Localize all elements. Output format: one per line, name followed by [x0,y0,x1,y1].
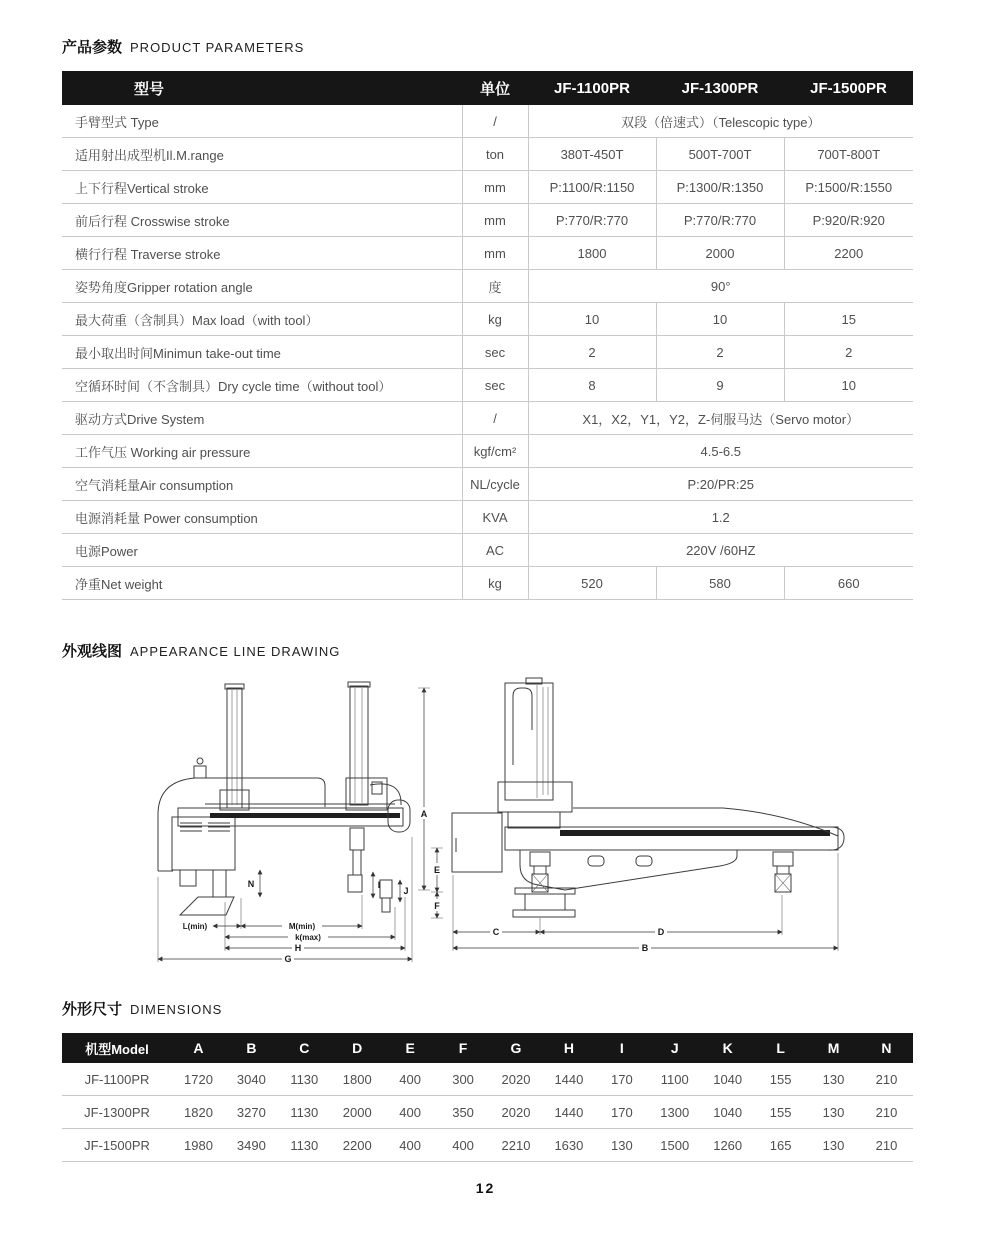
param-unit: mm [462,171,528,204]
param-value: P:920/R:920 [784,204,913,237]
param-value: 660 [784,567,913,600]
param-value: 580 [656,567,784,600]
param-value: 500T-700T [656,138,784,171]
dim-cell: 155 [754,1096,807,1129]
param-label: 最大荷重（含制具）Max load（with tool） [62,303,462,336]
dim-row-jf1100pr [62,1063,913,1096]
dim-label-kmax: k(max) [295,933,321,942]
param-label: 最小取出时间Minimun take-out time [62,336,462,369]
dim-col-b: B [225,1033,278,1063]
dim-col-l: L [754,1033,807,1063]
dim-cell: 210 [860,1063,913,1096]
dim-label-n: N [247,879,255,889]
param-unit: kgf/cm² [462,435,528,468]
param-value: 10 [528,303,656,336]
dim-cell: 1720 [172,1063,225,1096]
param-row-vertical-stroke [62,171,913,204]
dim-col-e: E [384,1033,437,1063]
param-row-type [62,105,913,138]
section-title-parameters [62,36,304,57]
dim-col-h: H [542,1033,595,1063]
dim-cell: 400 [384,1096,437,1129]
param-row-crosswise-stroke [62,204,913,237]
dim-cell: 130 [807,1063,860,1096]
param-label: 适用射出成型机Il.M.range [62,138,462,171]
dim-cell: 400 [437,1129,490,1162]
param-value: 2000 [656,237,784,270]
dim-col-i: I [595,1033,648,1063]
param-unit: KVA [462,501,528,534]
dim-col-d: D [331,1033,384,1063]
dim-row-jf1300pr [62,1096,913,1129]
param-value: 520 [528,567,656,600]
dim-cell: 130 [595,1129,648,1162]
dim-cell: 350 [437,1096,490,1129]
dim-label-h: H [294,943,302,953]
dim-cell: 130 [807,1129,860,1162]
param-unit: / [462,105,528,138]
dim-cell: 1630 [542,1129,595,1162]
param-row-im-range [62,138,913,171]
param-row-dry-cycle [62,369,913,402]
param-value-span: P:20/PR:25 [528,468,913,501]
param-value: P:1100/R:1150 [528,171,656,204]
dim-cell: 1440 [542,1096,595,1129]
dim-cell: 210 [860,1129,913,1162]
dim-label-b: B [641,943,649,953]
param-value-span: 220V /60HZ [528,534,913,567]
col-header-jf1100pr: JF-1100PR [528,71,656,105]
dim-label-a: A [420,809,428,819]
param-unit: mm [462,237,528,270]
param-row-power-consumption [62,501,913,534]
dim-col-c: C [278,1033,331,1063]
param-label: 电源消耗量 Power consumption [62,501,462,534]
param-row-traverse-stroke [62,237,913,270]
parameters-heading-zh: 产品参数 [62,39,123,56]
param-value-span: 双段（倍速式）（Telescopic type） [528,105,913,138]
param-unit: ton [462,138,528,171]
dim-cell: 165 [754,1129,807,1162]
param-value-span: 90° [528,270,913,303]
front-view [158,682,431,964]
col-header-unit: 单位 [462,71,528,105]
param-value: 9 [656,369,784,402]
dim-cell: 400 [384,1129,437,1162]
dimensions-header-row [62,1033,913,1063]
dim-cell: 1980 [172,1129,225,1162]
parameters-header-row [62,71,913,105]
param-label: 净重Net weight [62,567,462,600]
param-unit: kg [462,303,528,336]
param-row-takeout-time [62,336,913,369]
dim-cell: 1130 [278,1096,331,1129]
param-value: 15 [784,303,913,336]
dim-label-d: D [657,927,665,937]
col-header-jf1500pr: JF-1500PR [784,71,913,105]
param-row-max-load [62,303,913,336]
param-label: 电源Power [62,534,462,567]
dim-row-jf1500pr [62,1129,913,1162]
param-unit: AC [462,534,528,567]
dim-label-g: G [284,954,292,964]
dim-cell: 400 [384,1063,437,1096]
dim-model: JF-1500PR [62,1129,172,1162]
param-label: 前后行程 Crosswise stroke [62,204,462,237]
dim-col-model: 机型Model [62,1033,172,1063]
robot-line-drawing [145,665,865,967]
param-value: 700T-800T [784,138,913,171]
dim-cell: 3040 [225,1063,278,1096]
param-value: 10 [656,303,784,336]
dimensions-heading-zh: 外形尺寸 [62,1001,123,1018]
param-value: 2 [528,336,656,369]
param-value: P:1300/R:1350 [656,171,784,204]
dim-label-j: J [403,886,409,896]
dim-col-g: G [490,1033,543,1063]
param-value: 8 [528,369,656,402]
dim-col-m: M [807,1033,860,1063]
param-value: P:770/R:770 [528,204,656,237]
dim-label-e: E [433,865,441,875]
param-unit: 度 [462,270,528,303]
dim-col-k: K [701,1033,754,1063]
dim-cell: 1260 [701,1129,754,1162]
dim-cell: 155 [754,1063,807,1096]
param-label: 手臂型式 Type [62,105,462,138]
dim-cell: 2210 [490,1129,543,1162]
dim-cell: 1800 [331,1063,384,1096]
dim-label-c: C [492,927,500,937]
dim-col-f: F [437,1033,490,1063]
param-unit: mm [462,204,528,237]
param-label: 空循环时间（不含制具）Dry cycle time（without tool） [62,369,462,402]
dim-cell: 2020 [490,1063,543,1096]
dim-col-n: N [860,1033,913,1063]
param-row-net-weight [62,567,913,600]
param-value: 1800 [528,237,656,270]
param-label: 姿势角度Gripper rotation angle [62,270,462,303]
dimensions-heading-en: DIMENSIONS [130,1002,223,1017]
param-row-air-pressure [62,435,913,468]
dim-cell: 1040 [701,1096,754,1129]
param-row-drive-system [62,402,913,435]
dim-cell: 170 [595,1063,648,1096]
dim-cell: 170 [595,1096,648,1129]
param-value: P:1500/R:1550 [784,171,913,204]
dim-label-f: F [434,901,440,911]
dim-cell: 2200 [331,1129,384,1162]
param-unit: / [462,402,528,435]
param-unit: sec [462,336,528,369]
param-unit: NL/cycle [462,468,528,501]
col-header-jf1300pr: JF-1300PR [656,71,784,105]
dim-cell: 1040 [701,1063,754,1096]
dim-cell: 210 [860,1096,913,1129]
dim-cell: 1440 [542,1063,595,1096]
appearance-line-drawing [145,665,865,967]
drawing-heading-en: APPEARANCE LINE DRAWING [130,644,341,659]
side-view [431,678,844,953]
dim-cell: 1500 [648,1129,701,1162]
dim-model: JF-1100PR [62,1063,172,1096]
param-label: 上下行程Vertical stroke [62,171,462,204]
param-label: 工作气压 Working air pressure [62,435,462,468]
param-value-span: 4.5-6.5 [528,435,913,468]
param-value: 2200 [784,237,913,270]
parameters-table [62,71,913,600]
param-row-air-consumption [62,468,913,501]
param-unit: sec [462,369,528,402]
param-value: P:770/R:770 [656,204,784,237]
param-label: 横行行程 Traverse stroke [62,237,462,270]
dim-label-lmin: L(min) [182,922,208,931]
section-title-drawing [62,640,340,661]
dim-cell: 2020 [490,1096,543,1129]
dim-cell: 1130 [278,1129,331,1162]
dim-cell: 1300 [648,1096,701,1129]
param-value: 2 [784,336,913,369]
dim-model: JF-1300PR [62,1096,172,1129]
parameters-heading-en: PRODUCT PARAMETERS [130,40,305,55]
param-value: 10 [784,369,913,402]
page-number: 12 [475,1180,496,1196]
dim-cell: 1820 [172,1096,225,1129]
col-header-model: 型号 [62,71,462,105]
dimensions-table [62,1033,913,1162]
dim-cell: 1130 [278,1063,331,1096]
dim-cell: 1100 [648,1063,701,1096]
param-label: 空气消耗量Air consumption [62,468,462,501]
param-value: 380T-450T [528,138,656,171]
dim-col-a: A [172,1033,225,1063]
dim-cell: 2000 [331,1096,384,1129]
dim-cell: 3270 [225,1096,278,1129]
param-value: 2 [656,336,784,369]
param-value-span: 1.2 [528,501,913,534]
param-row-power [62,534,913,567]
param-row-rotation-angle [62,270,913,303]
dim-cell: 300 [437,1063,490,1096]
dim-cell: 3490 [225,1129,278,1162]
param-unit: kg [462,567,528,600]
dim-label-mmin: M(min) [288,922,316,931]
drawing-heading-zh: 外观线图 [62,643,123,660]
dim-cell: 130 [807,1096,860,1129]
dim-col-j: J [648,1033,701,1063]
section-title-dimensions [62,998,222,1019]
param-value-span: X1，X2，Y1，Y2，Z-伺服马达（Servo motor） [528,402,913,435]
dim-label-i: I [377,880,381,890]
param-label: 驱动方式Drive System [62,402,462,435]
